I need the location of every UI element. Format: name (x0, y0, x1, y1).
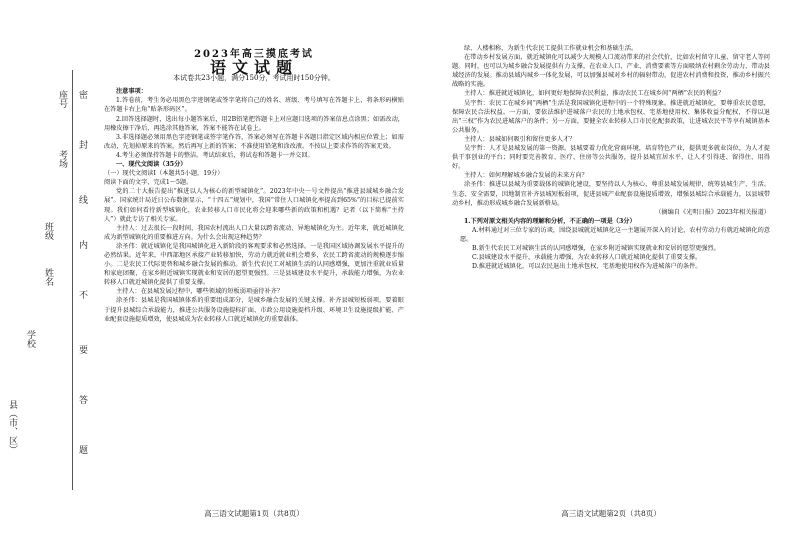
passage-paragraph: 主持人：在县城发展过程中，哪些领域的短板弱项亟待补齐？ (116, 288, 284, 296)
seal-char: 内 (77, 240, 87, 249)
passage-paragraph: 涂圣伟：县城是我国城镇体系的重要组成部分，是城乡融合发展的关键支撑。补齐县城短板弱项，要着眼于提升县城综合承载能力，推进公共服务设施提标扩面、市政公用设施提档升级、环境卫生设施提级扩能、产业配套设施提质增效，使县城成为农业转移人口就近城镇化的重要载体。 (104, 297, 404, 323)
zone-label: 县（市、区） (7, 400, 17, 454)
seal-char: 题 (77, 445, 87, 454)
seal-char: 要 (77, 345, 87, 354)
exam-subtitle: 本试卷共23小题，满分150分，考试用时150分钟。 (173, 74, 335, 83)
page-1-column (104, 26, 404, 324)
binding-strip (0, 0, 98, 536)
passage-source: （摘编自《光明日报》2023年相关报道） (655, 208, 770, 216)
notes-heading: 注意事项： (116, 88, 147, 96)
note-item: 3.非选择题必须用黑色字迹钢笔或签字笔作答，答案必须写在答题卡各题目指定区域内相应位置上；如需改动，先划掉原来的答案，然后再写上新的答案；不准使用铅笔和涂改液。不按以上要求作答的答案无效。 (104, 133, 404, 150)
passage-paragraph: 主持人：如何理解城乡融合发展的未来方向？ (464, 172, 588, 180)
answer-option-d: D.推进就近城镇化，可以农民退出土地承包权、宅基地使用权作为进城落户的条件。 (472, 263, 702, 271)
reading-instruction: 阅读下面的文字，完成1～5题。 (104, 179, 193, 187)
seal-char: 封 (77, 140, 87, 149)
seal-char: 线 (77, 195, 87, 204)
note-item: 2.回答选择题时，选出每小题答案后，用2B铅笔把答题卡上对应题目选项的答案信息点涂黑；如需改动，用橡皮擦干净后，再选涂其他答案，答案不能答在试卷上。 (104, 115, 404, 132)
note-item: 4.考生必须保持答题卡的整洁。考试结束后，将试卷和答题卡一并交回。 (116, 151, 314, 159)
answer-option-b: B.新生代农民工对城镇生活的认同感增强，在家乡附近城镇实现就业和安居的愿望更强烈。 (472, 245, 720, 253)
page-2-column (452, 44, 770, 271)
section-heading: 一、现代文阅读（35分） (116, 161, 187, 169)
exam-title: 2023年高三摸底考试 (194, 49, 314, 60)
seal-char: 密 (77, 90, 87, 99)
school-label: 学校 (25, 330, 35, 348)
seal-char: 不 (77, 290, 87, 299)
passage-paragraph: 党的二十大报告提出“推进以人为核心的新型城镇化”。2023年中央一号文件提出“推进县域城乡融合发展”。国家统计局近日公布数据显示，“十四五”规划中，我国“常住人口城镇化率提高到65%”的目标已提前实现。我们如何看待新型城镇化，农业转移人口市民化将会迎来哪些新的政策和机遇？记者（以下简称“主持人”）就此专访了相关专家。 (104, 188, 404, 223)
passage-paragraph: 绿、人楼相称，为新生代农民工提供工作就业机会和基础生活。 (464, 45, 638, 52)
seat-label: 座号 (57, 90, 67, 108)
passage-paragraph: 主持人：过去很长一段时间，我国农村流出人口大量以跨省流动、异地城镇化为主。近年来，就近城镇化成为新型城镇化的重要推进方向。为什么会出现这种趋势？ (104, 224, 404, 241)
answer-option-c: C.县城建设水平提升，承载能力增强，为农业转移人口就近城镇化提供了重要支撑。 (472, 254, 702, 262)
seal-line (72, 70, 73, 490)
answer-option-a: A.材料通过对三位专家的访谈，围绕县城就近城镇化这一主题展开深入的讨论，农村劳动力有就近城镇化的意愿。 (460, 226, 770, 243)
subsection-heading: （一）现代文阅读Ⅰ（本题共5小题，19分） (104, 170, 224, 178)
passage-paragraph: 主持人：县城如何吸引和留住更多人才？ (464, 135, 576, 143)
page-1-footer: 高三语文试题第1页（共8页） (204, 509, 304, 518)
exam-room-label: 考场 (57, 150, 67, 168)
passage-paragraph: 涂圣伟：推进以县城为重要载体的城镇化建设，要坚持以人为核心，尊重县城发展规律，统筹县城生产、生活、生态、安全需要，因地制宜补齐县城短板弱项，促进县城产业配套设施提质增效，增强县城综合承载能力，以县城带动乡村，推动形成城乡融合发展新格局。 (452, 181, 770, 207)
passage-paragraph: 涂圣伟：就近城镇化是我国城镇化进入新阶段的客观要求和必然选择。一是我国区域协调发展水平提升的必然结果。近年来，中西部地区承接产业转移加快，劳动力就近就业机会增多，农民工跨省流动的规模逐步缩小。二是农民工代际更替和城乡融合发展的推动。新生代农民工对城镇生活的认同感增强，更加注重就业质量和家庭团聚，在家乡附近城镇实现就业和安居的愿望更强烈。三是县城建设水平提升，承载能力增强，为农业转移人口就近城镇化提供了重要支撑。 (104, 242, 404, 287)
page-2-footer: 高三语文试题第2页（共8页） (561, 509, 661, 518)
seal-char: 答 (77, 395, 87, 404)
note-item: 1.答卷前，考生务必用黑色字迹钢笔或签字笔将自己的姓名、班级、考号填写在答题卡上，将条形码横贴在答题卡右上角“贴条形码区”。 (104, 97, 404, 114)
passage-paragraph: 吴宇哲：农民工在城乡间“两栖”生活是我国城镇化进程中的一个特殊现象。推进就近城镇化，要尊重农民意愿，保障农民合法权益。一方面，要依法维护进城落户农民的土地承包权、宅基地使用权、集体收益分配权，不得以退出“三权”作为农民进城落户的条件；另一方面，要健全农业转移人口市民化配套政策，让进城农民平等享有城镇基本公共服务。 (452, 99, 770, 134)
class-label: 班级 (43, 222, 53, 240)
subject-title: 语文试题 (209, 58, 298, 78)
name-label: 姓名 (43, 268, 53, 286)
question-stem: 1.下列对原文相关内容的理解和分析，不正确的一项是（3分） (464, 217, 636, 225)
passage-paragraph: 吴宇哲：人才是县城发展的第一资源。县城要着力优化营商环境，培育特色产业，提供更多就业岗位，为人才提供干事创业的平台；同时要完善教育、医疗、住房等公共服务，提升县城宜居水平，让人才引得进、留得住、用得好。 (452, 145, 770, 171)
passage-paragraph: 主持人：推进就近城镇化，如何更好地保障农民利益，推动农民工在城乡间“两栖”农民的利益？ (464, 90, 725, 98)
passage-paragraph: 在带动乡村发展方面，就近城镇化可以减少大规模人口流动带来的社会代价，比如农村留守儿童、留守老人等问题。同时，也可以为城乡融合发展提供有力支撑，在农业人口、产业、消费要素等方面吸纳农村剩余劳动力，带动县域经济的发展。推动县域内城乡一体化发展，可以加强县城对乡村的辐射带动，促进农村消费和投资，推动乡村振兴战略的实施。 (452, 54, 770, 89)
